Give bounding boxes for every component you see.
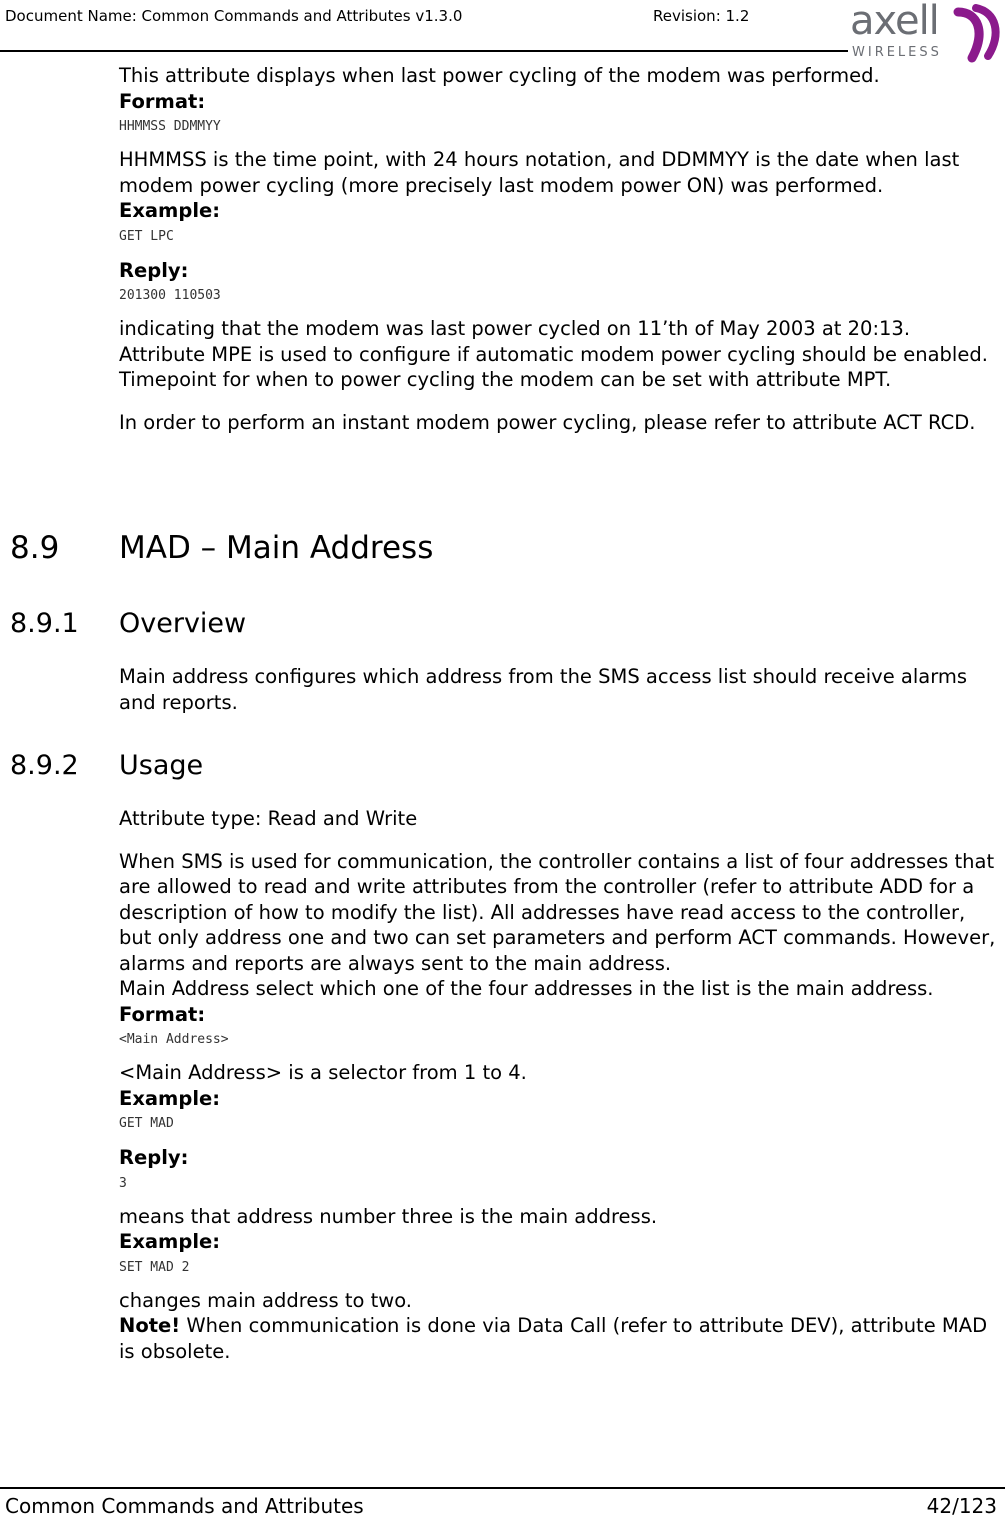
mad-example2-description: changes main address to two. xyxy=(119,1288,413,1312)
mad-note xyxy=(119,1313,999,1364)
overview-title: Overview xyxy=(119,608,247,639)
lpc-reply-description: indicating that the modem was last power cycled on 11’th of May 2003 at 20:13. Attribute MPE is used to configure if automatic modem power cycling should be enabled. Timepoint for when to power cycling the modem can be set with attribute MPT. xyxy=(119,317,988,391)
lpc-reply-label: Reply: xyxy=(119,258,189,282)
mad-reply-description: means that address number three is the main address. xyxy=(119,1204,658,1228)
overview-heading xyxy=(10,608,246,639)
header-divider xyxy=(0,50,848,52)
main-address-description: Main Address select which one of the four addresses in the list is the main address. xyxy=(119,977,934,1000)
note-text: When communication is done via Data Call (refer to attribute DEV), attribute MAD is obsolete. xyxy=(119,1314,988,1363)
lpc-example-label: Example: xyxy=(119,199,221,222)
axell-wireless-logo xyxy=(850,0,1005,66)
mad-reply-code: 3 xyxy=(119,1175,127,1191)
mad-format-code: <Main Address> xyxy=(119,1032,229,1047)
usage-description: When SMS is used for communication, the controller contains a list of four addresses that are allowed to read and write attributes from the controller (refer to attribute ADD for a description of how to modify the list). All addresses have read access to the controller, but only address one and two can set parameters and perform ACT commands. However, alarms and reports are always sent to the main address. xyxy=(119,849,996,975)
section-title: MAD – Main Address xyxy=(119,530,434,566)
overview-number: 8.9.1 xyxy=(10,608,79,639)
footer-title: Common Commands and Attributes xyxy=(5,1494,364,1518)
section-number: 8.9 xyxy=(10,530,60,566)
usage-body xyxy=(119,806,999,1364)
mad-format-description: <Main Address> is a selector from 1 to 4. xyxy=(119,1061,527,1084)
overview-text: Main address configures which address from the SMS access list should receive alarms and reports. xyxy=(119,665,968,714)
mad-example-label: Example: xyxy=(119,1086,221,1110)
attribute-type: Attribute type: Read and Write xyxy=(119,807,418,830)
revision: Revision: 1.2 xyxy=(653,7,750,25)
lpc-example-code: GET LPC xyxy=(119,228,174,244)
note-label: Note! xyxy=(119,1314,181,1337)
lpc-format-description: HHMMSS is the time point, with 24 hours notation, and DDMMYY is the date when last modem power cycling (more precisely last modem power ON) was performed. xyxy=(119,148,960,197)
mad-example-code: GET MAD xyxy=(119,1116,174,1131)
logo-swoosh-icon xyxy=(950,2,1005,64)
lpc-format-code: HHMMSS DDMMYY xyxy=(119,119,221,134)
usage-number: 8.9.2 xyxy=(10,750,79,781)
usage-heading xyxy=(10,750,203,781)
lpc-format-label: Format: xyxy=(119,89,206,113)
logo-subtitle: WIRELESS xyxy=(852,45,942,60)
section-heading xyxy=(10,530,433,566)
logo-wordmark: axell xyxy=(850,0,939,44)
page-header xyxy=(0,0,1005,66)
mad-example2-label: Example: xyxy=(119,1230,221,1253)
usage-title: Usage xyxy=(119,750,204,781)
lpc-description: This attribute displays when last power cycling of the modem was performed. xyxy=(119,64,880,87)
lpc-instant-note: In order to perform an instant modem power cycling, please refer to attribute ACT RCD. xyxy=(119,410,976,434)
lpc-continuation xyxy=(119,63,999,435)
overview-body xyxy=(119,664,999,715)
page-number: 42/123 xyxy=(926,1494,997,1518)
mad-format-label: Format: xyxy=(119,1002,206,1026)
mad-reply-label: Reply: xyxy=(119,1146,189,1169)
mad-example2-code: SET MAD 2 xyxy=(119,1259,190,1275)
lpc-reply-code: 201300 110503 xyxy=(119,288,221,303)
footer-divider xyxy=(0,1487,1005,1489)
document-name: Document Name: Common Commands and Attributes v1.3.0 xyxy=(5,7,463,25)
